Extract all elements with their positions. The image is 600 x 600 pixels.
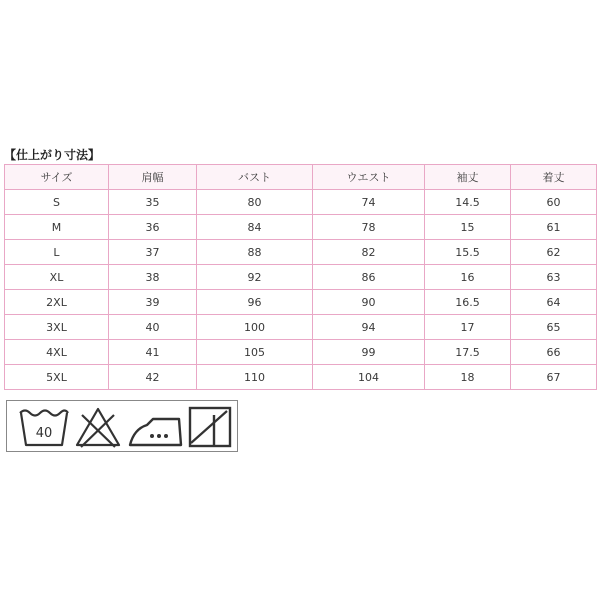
header-waist: ウエスト xyxy=(313,165,425,190)
cell-size: M xyxy=(5,215,109,240)
cell-length: 64 xyxy=(511,290,597,315)
cell-waist: 99 xyxy=(313,340,425,365)
cell-length: 66 xyxy=(511,340,597,365)
care-label-box xyxy=(6,400,238,452)
size-table-header xyxy=(5,165,597,190)
cell-length: 65 xyxy=(511,315,597,340)
cell-waist: 90 xyxy=(313,290,425,315)
cell-bust: 88 xyxy=(197,240,313,265)
header-bust: バスト xyxy=(197,165,313,190)
cell-bust: 92 xyxy=(197,265,313,290)
cell-bust: 110 xyxy=(197,365,313,390)
cell-size: 2XL xyxy=(5,290,109,315)
header-sleeve: 袖丈 xyxy=(425,165,511,190)
cell-waist: 78 xyxy=(313,215,425,240)
table-row xyxy=(5,340,597,365)
cell-size: 5XL xyxy=(5,365,109,390)
cell-waist: 86 xyxy=(313,265,425,290)
table-row xyxy=(5,290,597,315)
cell-bust: 96 xyxy=(197,290,313,315)
cell-length: 60 xyxy=(511,190,597,215)
cell-shoulder: 39 xyxy=(109,290,197,315)
cell-sleeve: 17.5 xyxy=(425,340,511,365)
cell-size: 4XL xyxy=(5,340,109,365)
cell-waist: 104 xyxy=(313,365,425,390)
cell-shoulder: 37 xyxy=(109,240,197,265)
size-table-body xyxy=(5,190,597,390)
cell-waist: 94 xyxy=(313,315,425,340)
cell-size: L xyxy=(5,240,109,265)
cell-size: S xyxy=(5,190,109,215)
table-header-row xyxy=(5,165,597,190)
cell-shoulder: 42 xyxy=(109,365,197,390)
cell-length: 62 xyxy=(511,240,597,265)
cell-sleeve: 16.5 xyxy=(425,290,511,315)
cell-bust: 80 xyxy=(197,190,313,215)
header-shoulder: 肩幅 xyxy=(109,165,197,190)
no-bleach-icon xyxy=(73,405,123,449)
cell-bust: 84 xyxy=(197,215,313,240)
table-row xyxy=(5,365,597,390)
cell-waist: 82 xyxy=(313,240,425,265)
table-row xyxy=(5,315,597,340)
cell-shoulder: 38 xyxy=(109,265,197,290)
cell-sleeve: 15.5 xyxy=(425,240,511,265)
cell-sleeve: 14.5 xyxy=(425,190,511,215)
wash-tub-40-icon xyxy=(17,405,71,449)
size-table xyxy=(4,164,597,390)
wash-temp-label: 40 xyxy=(35,426,53,441)
size-chart-title: 【仕上がり寸法】 xyxy=(4,148,101,162)
cell-bust: 105 xyxy=(197,340,313,365)
cell-length: 63 xyxy=(511,265,597,290)
cell-size: 3XL xyxy=(5,315,109,340)
table-row xyxy=(5,190,597,215)
cell-bust: 100 xyxy=(197,315,313,340)
dry-flat-icon xyxy=(187,405,233,449)
cell-sleeve: 18 xyxy=(425,365,511,390)
cell-shoulder: 36 xyxy=(109,215,197,240)
header-length: 着丈 xyxy=(511,165,597,190)
table-row xyxy=(5,240,597,265)
cell-waist: 74 xyxy=(313,190,425,215)
cell-sleeve: 16 xyxy=(425,265,511,290)
header-size: サイズ xyxy=(5,165,109,190)
cell-sleeve: 15 xyxy=(425,215,511,240)
cell-sleeve: 17 xyxy=(425,315,511,340)
table-row xyxy=(5,215,597,240)
cell-shoulder: 40 xyxy=(109,315,197,340)
cell-length: 67 xyxy=(511,365,597,390)
cell-size: XL xyxy=(5,265,109,290)
cell-shoulder: 35 xyxy=(109,190,197,215)
table-row xyxy=(5,265,597,290)
iron-low-icon xyxy=(125,405,185,449)
cell-length: 61 xyxy=(511,215,597,240)
cell-shoulder: 41 xyxy=(109,340,197,365)
